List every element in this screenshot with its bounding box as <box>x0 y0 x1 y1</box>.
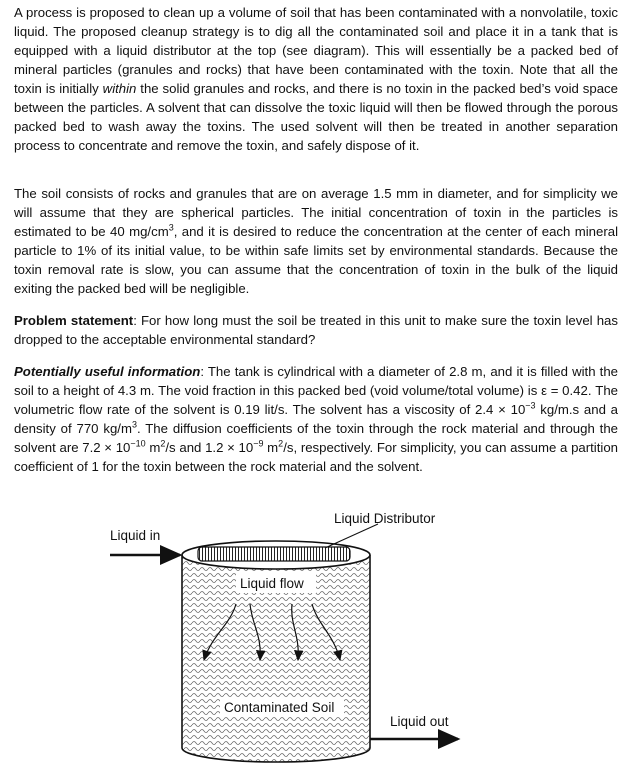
liquid-distributor <box>198 547 350 561</box>
packed-bed-diagram <box>0 500 630 763</box>
useful-information-paragraph: Potentially useful information: The tank is cylindrical with a diameter of 2.8 m, and it is filled with the soil to a height of 4.3 m. The void fraction in this packed bed (void volume/total volume) is ε = 0.42. The volumetric flow rate of the solvent is 0.19 lit/s. The solvent has a viscosity of $2.4 \times 10^{-3}$ kg/m.s and a density of 770 $kg/m^3$. The diffusion coefficients of the toxin through the rock material and through the solvent are $7.2 \times 10^{-10}$ $m^2/s$ and $1.2 \times 10^{-9}$ $m^2/s$, respectively. For simplicity, you can assume a partition coefficient of 1 for the toxin between the rock material and the solvent. <box>14 364 619 474</box>
liquid-distributor-label: Liquid Distributor <box>334 511 436 526</box>
soil-description-paragraph: The soil consists of rocks and granules that are on average 1.5 mm in diameter, and for simplicity we will assume that they are spherical particles. The initial concentration of toxin in the particles is estimated to be 40 $mg/cm^3$, and it is desired to reduce the concentration at the center of each mineral particle to 1% of its initial value, to be within safe limits set by environmental standards. Because the toxin removal rate is slow, you can assume that the concentration of toxin in the bulk of the liquid exiting the packed bed will be negligible. <box>14 186 618 296</box>
intro-paragraph: A process is proposed to clean up a volume of soil that has been contaminated with a nonvolatile, toxic liquid. The proposed cleanup strategy is to dig all the contaminated soil and place it in a tank that is equipped with a liquid distributor at the top (see diagram). This will essentially be a packed bed of mineral particles (granules and rocks) that have been contaminated with the toxin. Note that all the toxin is initially within the solid granules and rocks, and there is no toxin in the packed bed’s void space between the particles. A solvent that can dissolve the toxic liquid will then be flowed through the porous packed bed to wash away the toxins. The used solvent will then be treated in another separation process to concentrate and remove the toxin, and safely dispose of it. <box>14 5 618 153</box>
distributor-leader-line <box>325 524 378 548</box>
contaminated-soil-label: Contaminated Soil <box>224 700 335 715</box>
problem-statement-paragraph: Problem statement: For how long must the soil be treated in this unit to make sure the toxin level has dropped to the acceptable environmental standard? <box>14 313 618 347</box>
liquid-in-label: Liquid in <box>110 528 161 543</box>
liquid-flow-label: Liquid flow <box>240 576 304 591</box>
liquid-out-label: Liquid out <box>390 714 449 729</box>
